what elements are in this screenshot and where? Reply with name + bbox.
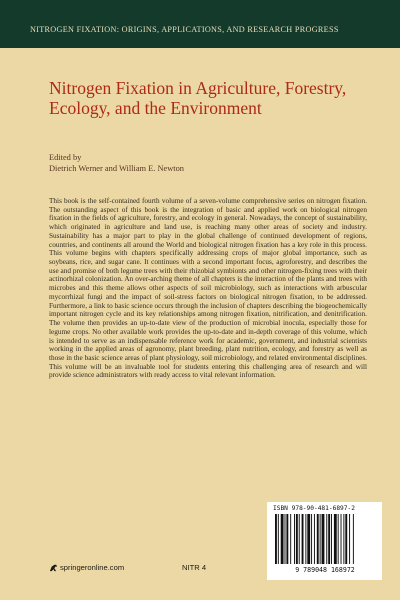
barcode-bar bbox=[285, 514, 286, 564]
book-description: This book is the self-contained fourth volume of a seven-volume comprehensive series on nitrogen fixation. The outstanding aspect of this book is the integration of basic and applied work on biological nitrogen fixation in the fields of agriculture, forestry, and ecology in general. Nowadays, the concept of sustainability, which originated in agriculture and land use, is reaching many other areas of society and industry. Sustainability has a major part to play in the global challenge of continued development of regions, countries, and continents all around the World and biological nitrogen fixation has a key role in this process. This volume begins with chapters specifically addressing crops of major global importance, such as soybeans, rice, and sugar cane. It continues with a second important focus, agroforestry, and describes the use and promise of both legume trees with their rhizobial symbionts and other nitrogen-fixing trees with their actinorhizal colonization. An over-arching theme of all chapters is the interaction of the plants and trees with microbes and this theme allows other aspects of soil microbiology, such as interactions with arbuscular mycorrhizal fungi and the impact of soil-stress factors on biological nitrogen fixation, to be addressed. Furthermore, a link to basic science occurs through the inclusion of chapters describing the biogeochemically important nitrogen cycle and its key relationships among nitrogen fixation, nitrification, and denitrification. The volume then provides an up-to-date view of the production of microbial inocula, especially those for legume crops. No other available work provides the up-to-date and in-depth coverage of this volume, which is intended to serve as an indispensable reference work for academic, government, and industrial scientists working in the applied areas of agronomy, plant breeding, plant nutrition, ecology, and forestry as well as those in the basic science areas of plant physiology, soil microbiology, and related environmental disciplines. This volume will be an invaluable tool for students entering this challenging area of research and will provide science administrators with ready access to vital relevant information. bbox=[49, 197, 367, 380]
isbn-label: ISBN 978-90-481-6897-2 bbox=[273, 505, 355, 512]
book-title: Nitrogen Fixation in Agriculture, Forestry, Ecology, and the Environment bbox=[49, 78, 347, 118]
series-band bbox=[0, 0, 400, 48]
barcode-bar bbox=[314, 514, 315, 564]
barcode-bar bbox=[326, 514, 327, 564]
barcode-bar bbox=[331, 514, 332, 564]
publisher-link[interactable] bbox=[49, 563, 124, 572]
series-title: NITROGEN FIXATION: ORIGINS, APPLICATIONS, AND RESEARCH PROGRESS bbox=[30, 25, 339, 34]
barcode-bar bbox=[317, 514, 319, 564]
publisher-site: springeronline.com bbox=[60, 563, 125, 572]
barcode-bars bbox=[275, 514, 374, 564]
barcode-bar bbox=[353, 514, 354, 564]
barcode-bar bbox=[290, 514, 291, 564]
editors-block bbox=[49, 152, 184, 174]
barcode-bar bbox=[305, 514, 306, 564]
barcode-bar bbox=[294, 514, 295, 564]
series-code: NITR 4 bbox=[182, 563, 207, 572]
barcode-bar bbox=[349, 514, 350, 564]
barcode-bar bbox=[328, 514, 330, 564]
barcode-bar bbox=[320, 514, 321, 564]
barcode-bar bbox=[345, 514, 347, 564]
barcode-bar bbox=[341, 514, 342, 564]
barcode-bar bbox=[281, 514, 284, 564]
barcode-bar bbox=[278, 514, 279, 564]
ean-digits: 9 789048 168972 bbox=[295, 566, 355, 574]
barcode-bar bbox=[275, 514, 277, 564]
barcode-bar bbox=[322, 514, 325, 564]
barcode-bar bbox=[296, 514, 298, 564]
isbn-barcode bbox=[267, 502, 382, 580]
barcode-bar bbox=[338, 514, 339, 564]
barcode-bar bbox=[343, 514, 344, 564]
editor-names: Dietrich Werner and William E. Newton bbox=[49, 164, 184, 173]
edited-by-label: Edited by bbox=[49, 153, 82, 162]
barcode-bar bbox=[302, 514, 304, 564]
barcode-bar bbox=[286, 514, 288, 564]
barcode-bar bbox=[311, 514, 312, 564]
springer-horse-icon bbox=[49, 563, 58, 572]
barcode-bar bbox=[307, 514, 310, 564]
barcode-bar bbox=[334, 514, 337, 564]
barcode-bar bbox=[299, 514, 300, 564]
